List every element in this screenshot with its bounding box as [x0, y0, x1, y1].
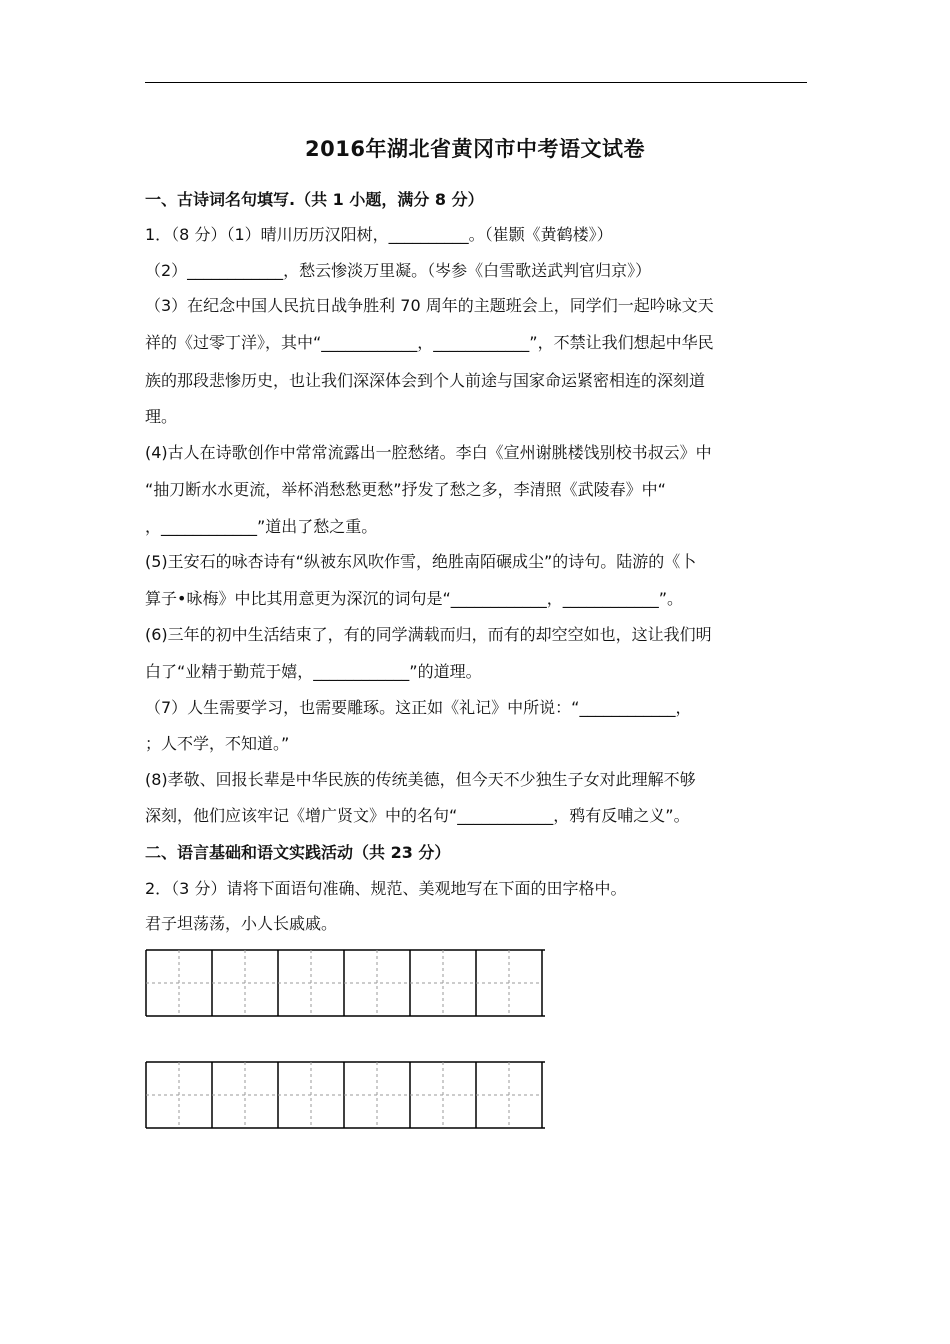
tianzige-grid-row-1[interactable] [145, 948, 550, 1018]
question-1-line-5: 族的那段悲惨历史，也让我们深深体会到个人前途与国家命运紧密相连的深刻道 [145, 371, 706, 390]
question-2-sentence: 君子坦荡荡，小人长戚戚。 [145, 914, 338, 933]
question-1-line-1: 1．（8 分）（1）晴川历历汉阳树，__________。（崔颢《黄鹤楼》） [145, 225, 613, 244]
tianzige-cell[interactable] [146, 950, 212, 1016]
tianzige-row-2-svg[interactable] [145, 1060, 550, 1130]
question-1-line-11: 算子•咏梅》中比其用意更为深沉的词句是“____________，____________”。 [145, 589, 684, 608]
question-1-line-9: ，____________”道出了愁之重。 [145, 517, 378, 536]
tianzige-grid-row-2[interactable] [145, 1060, 550, 1130]
question-1-line-8: “抽刀断水水更流，举杯消愁愁更愁”抒发了愁之多，李清照《武陵春》中“ [145, 480, 666, 499]
question-2-prompt: 2．（3 分）请将下面语句准确、规范、美观地写在下面的田字格中。 [145, 879, 627, 898]
question-1-line-7: (4)古人在诗歌创作中常常流露出一腔愁绪。李白《宣州谢朓楼饯别校书叔云》中 [145, 443, 712, 462]
section-2-heading: 二、语言基础和语文实践活动（共 23 分） [145, 843, 451, 862]
tianzige-cell[interactable] [476, 950, 542, 1016]
question-1-line-12: (6)三年的初中生活结束了，有的同学满载而归，而有的却空空如也，这让我们明 [145, 625, 712, 644]
question-1-line-4: 祥的《过零丁洋》，其中“____________，____________”，不禁让我们想起中华民 [145, 333, 714, 352]
tianzige-cell[interactable] [212, 1062, 278, 1128]
question-1-line-14: （7）人生需要学习，也需要雕琢。这正如《礼记》中所说：“____________， [145, 698, 692, 717]
tianzige-cell[interactable] [410, 950, 476, 1016]
question-1-line-16: (8)孝敬、回报长辈是中华民族的传统美德，但今天不少独生子女对此理解不够 [145, 770, 696, 789]
tianzige-cell[interactable] [146, 1062, 212, 1128]
question-1-line-17: 深刻，他们应该牢记《增广贤文》中的名句“____________，鸦有反哺之义”。 [145, 806, 690, 825]
tianzige-cell[interactable] [476, 1062, 542, 1128]
question-1-line-13: 白了“业精于勤荒于嬉，____________”的道理。 [145, 662, 482, 681]
page-title: 2016年湖北省黄冈市中考语文试卷 [305, 137, 645, 161]
question-1-line-6: 理。 [145, 407, 178, 426]
question-1-line-10: (5)王安石的咏杏诗有“纵被东风吹作雪，绝胜南陌碾成尘”的诗句。陆游的《卜 [145, 552, 697, 571]
question-1-line-3: （3）在纪念中国人民抗日战争胜利 70 周年的主题班会上，同学们一起吟咏文天 [145, 296, 714, 315]
tianzige-row-1-svg[interactable] [145, 948, 550, 1018]
tianzige-cell[interactable] [344, 1062, 410, 1128]
question-1-line-2: （2）____________，愁云惨淡万里凝。（岑参《白雪歌送武判官归京》） [145, 261, 652, 280]
tianzige-cell[interactable] [410, 1062, 476, 1128]
section-1-heading: 一、古诗词名句填写.（共 1 小题，满分 8 分） [145, 190, 484, 209]
question-1-line-15: ；人不学，不知道。” [145, 734, 290, 753]
tianzige-cell[interactable] [212, 950, 278, 1016]
tianzige-cell[interactable] [344, 950, 410, 1016]
header-rule [145, 82, 807, 83]
tianzige-cell[interactable] [278, 950, 344, 1016]
tianzige-cell[interactable] [278, 1062, 344, 1128]
